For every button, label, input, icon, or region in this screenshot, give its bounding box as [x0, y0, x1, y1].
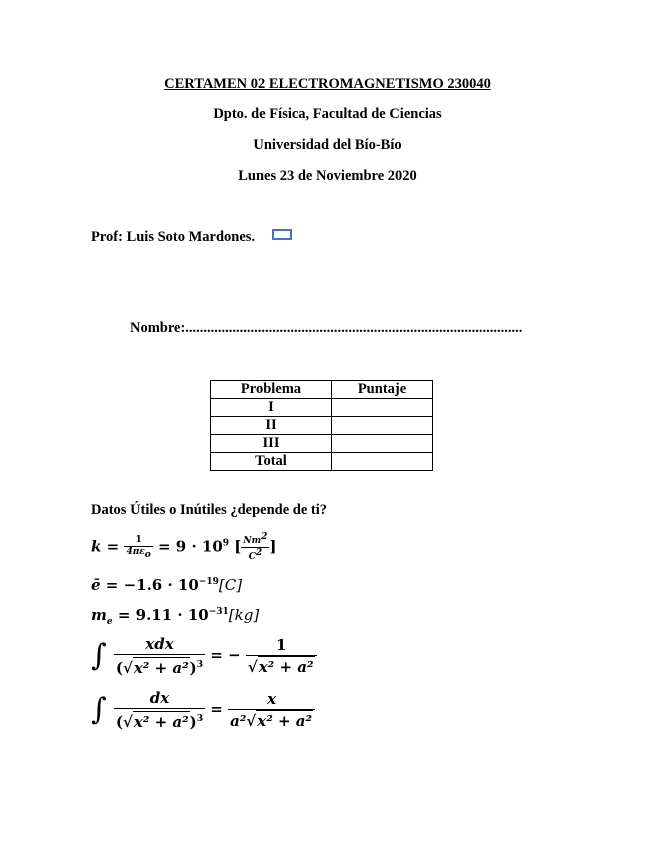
score-cell [332, 435, 433, 453]
date-line: Lunes 23 de Noviembre 2020 [238, 168, 417, 184]
fraction: $\frac{dx}{(√x^2 + a^2)^3}$ [115, 689, 204, 731]
professor-line: Prof: Luis Soto Mardones. [91, 229, 256, 245]
integral-formula-1 [91, 634, 317, 678]
unit-numerator: Nm [243, 536, 262, 546]
table-row [211, 417, 433, 435]
integral-icon: ∫ [91, 692, 107, 727]
formula-symbol: m [91, 606, 107, 624]
fraction: $\frac{x}{\text{a²√x² + a²}}$ [228, 689, 315, 731]
score-cell [332, 453, 433, 471]
unit-denominator: C [248, 552, 256, 562]
formula-symbol: ē [91, 576, 101, 594]
header-problem: Problema [211, 381, 332, 399]
useful-data-heading: Datos Útiles o Inútiles ¿depende de ti? [91, 502, 328, 518]
department-line: Dpto. de Física, Facultad de Ciencias [213, 106, 442, 122]
problem-cell: II [211, 417, 332, 435]
formula-value: = −1.6 · 10 [105, 576, 199, 594]
exponent: −31 [208, 607, 229, 617]
formula-unit: [kg] [228, 606, 260, 624]
subscript: e [106, 617, 113, 627]
exponent: 2 [255, 548, 263, 558]
integral-icon: ∫ [91, 638, 107, 673]
table-row [211, 453, 433, 471]
fraction: $\frac{1}{\text{√x² + a²}}$ [246, 635, 317, 677]
subscript: o [144, 549, 151, 560]
name-field: Nombre:............................................................................................. [130, 320, 523, 336]
radicand: x² + a² [257, 712, 313, 730]
fraction-numerator: xdx [114, 634, 205, 655]
fraction: $\frac{\text{xdx}}{(√x^2 + a^2)^3}$ [115, 635, 204, 677]
problem-cell: III [211, 435, 332, 453]
formula-unit: [C] [218, 576, 243, 594]
header-score: Puntaje [332, 381, 433, 399]
problem-cell: I [211, 399, 332, 417]
table-header-row [211, 381, 433, 399]
score-cell [332, 399, 433, 417]
fraction-denominator: 4πε [126, 546, 145, 557]
unit-fraction [241, 532, 269, 563]
radicand: x² + a² [133, 713, 189, 731]
integral-formula-2 [91, 688, 315, 732]
exponent: 3 [196, 660, 204, 670]
problem-cell: Total [211, 453, 332, 471]
formula-value: = 9 · 10 [158, 537, 223, 556]
fraction-numerator: x [228, 689, 315, 710]
formula-value: = 9.11 · 10 [117, 606, 209, 624]
score-table [210, 380, 433, 471]
exponent: −19 [198, 577, 219, 587]
table-row [211, 435, 433, 453]
formula-symbol: k [91, 537, 102, 556]
exponent: 2 [261, 532, 268, 542]
radicand: x² + a² [133, 659, 189, 677]
table-row [211, 399, 433, 417]
fraction-numerator: 1 [124, 535, 152, 547]
empty-box-shape [272, 229, 292, 240]
university-line: Universidad del Bío-Bío [253, 137, 402, 153]
electron-mass-formula [91, 606, 259, 627]
fraction-numerator: 1 [246, 635, 317, 656]
electron-charge-formula [91, 576, 242, 594]
denominator-prefix: a² [230, 712, 247, 730]
exponent: 9 [222, 538, 230, 549]
exam-title: CERTAMEN 02 ELECTROMAGNETISMO 230040 [164, 76, 491, 92]
fraction [124, 535, 152, 561]
radicand: x² + a² [258, 658, 314, 676]
equals-sign: = − [210, 646, 241, 664]
equals-sign: = [210, 700, 223, 718]
score-cell [332, 417, 433, 435]
exponent: 3 [196, 714, 204, 724]
fraction-numerator: dx [114, 688, 205, 709]
coulomb-constant-formula: k = $\frac{1}{4\pi\varepsilon_o}$ = $9 \cdot 10^9$ [ $\frac{Nm^2}{C^2}$ ] [91, 532, 277, 562]
